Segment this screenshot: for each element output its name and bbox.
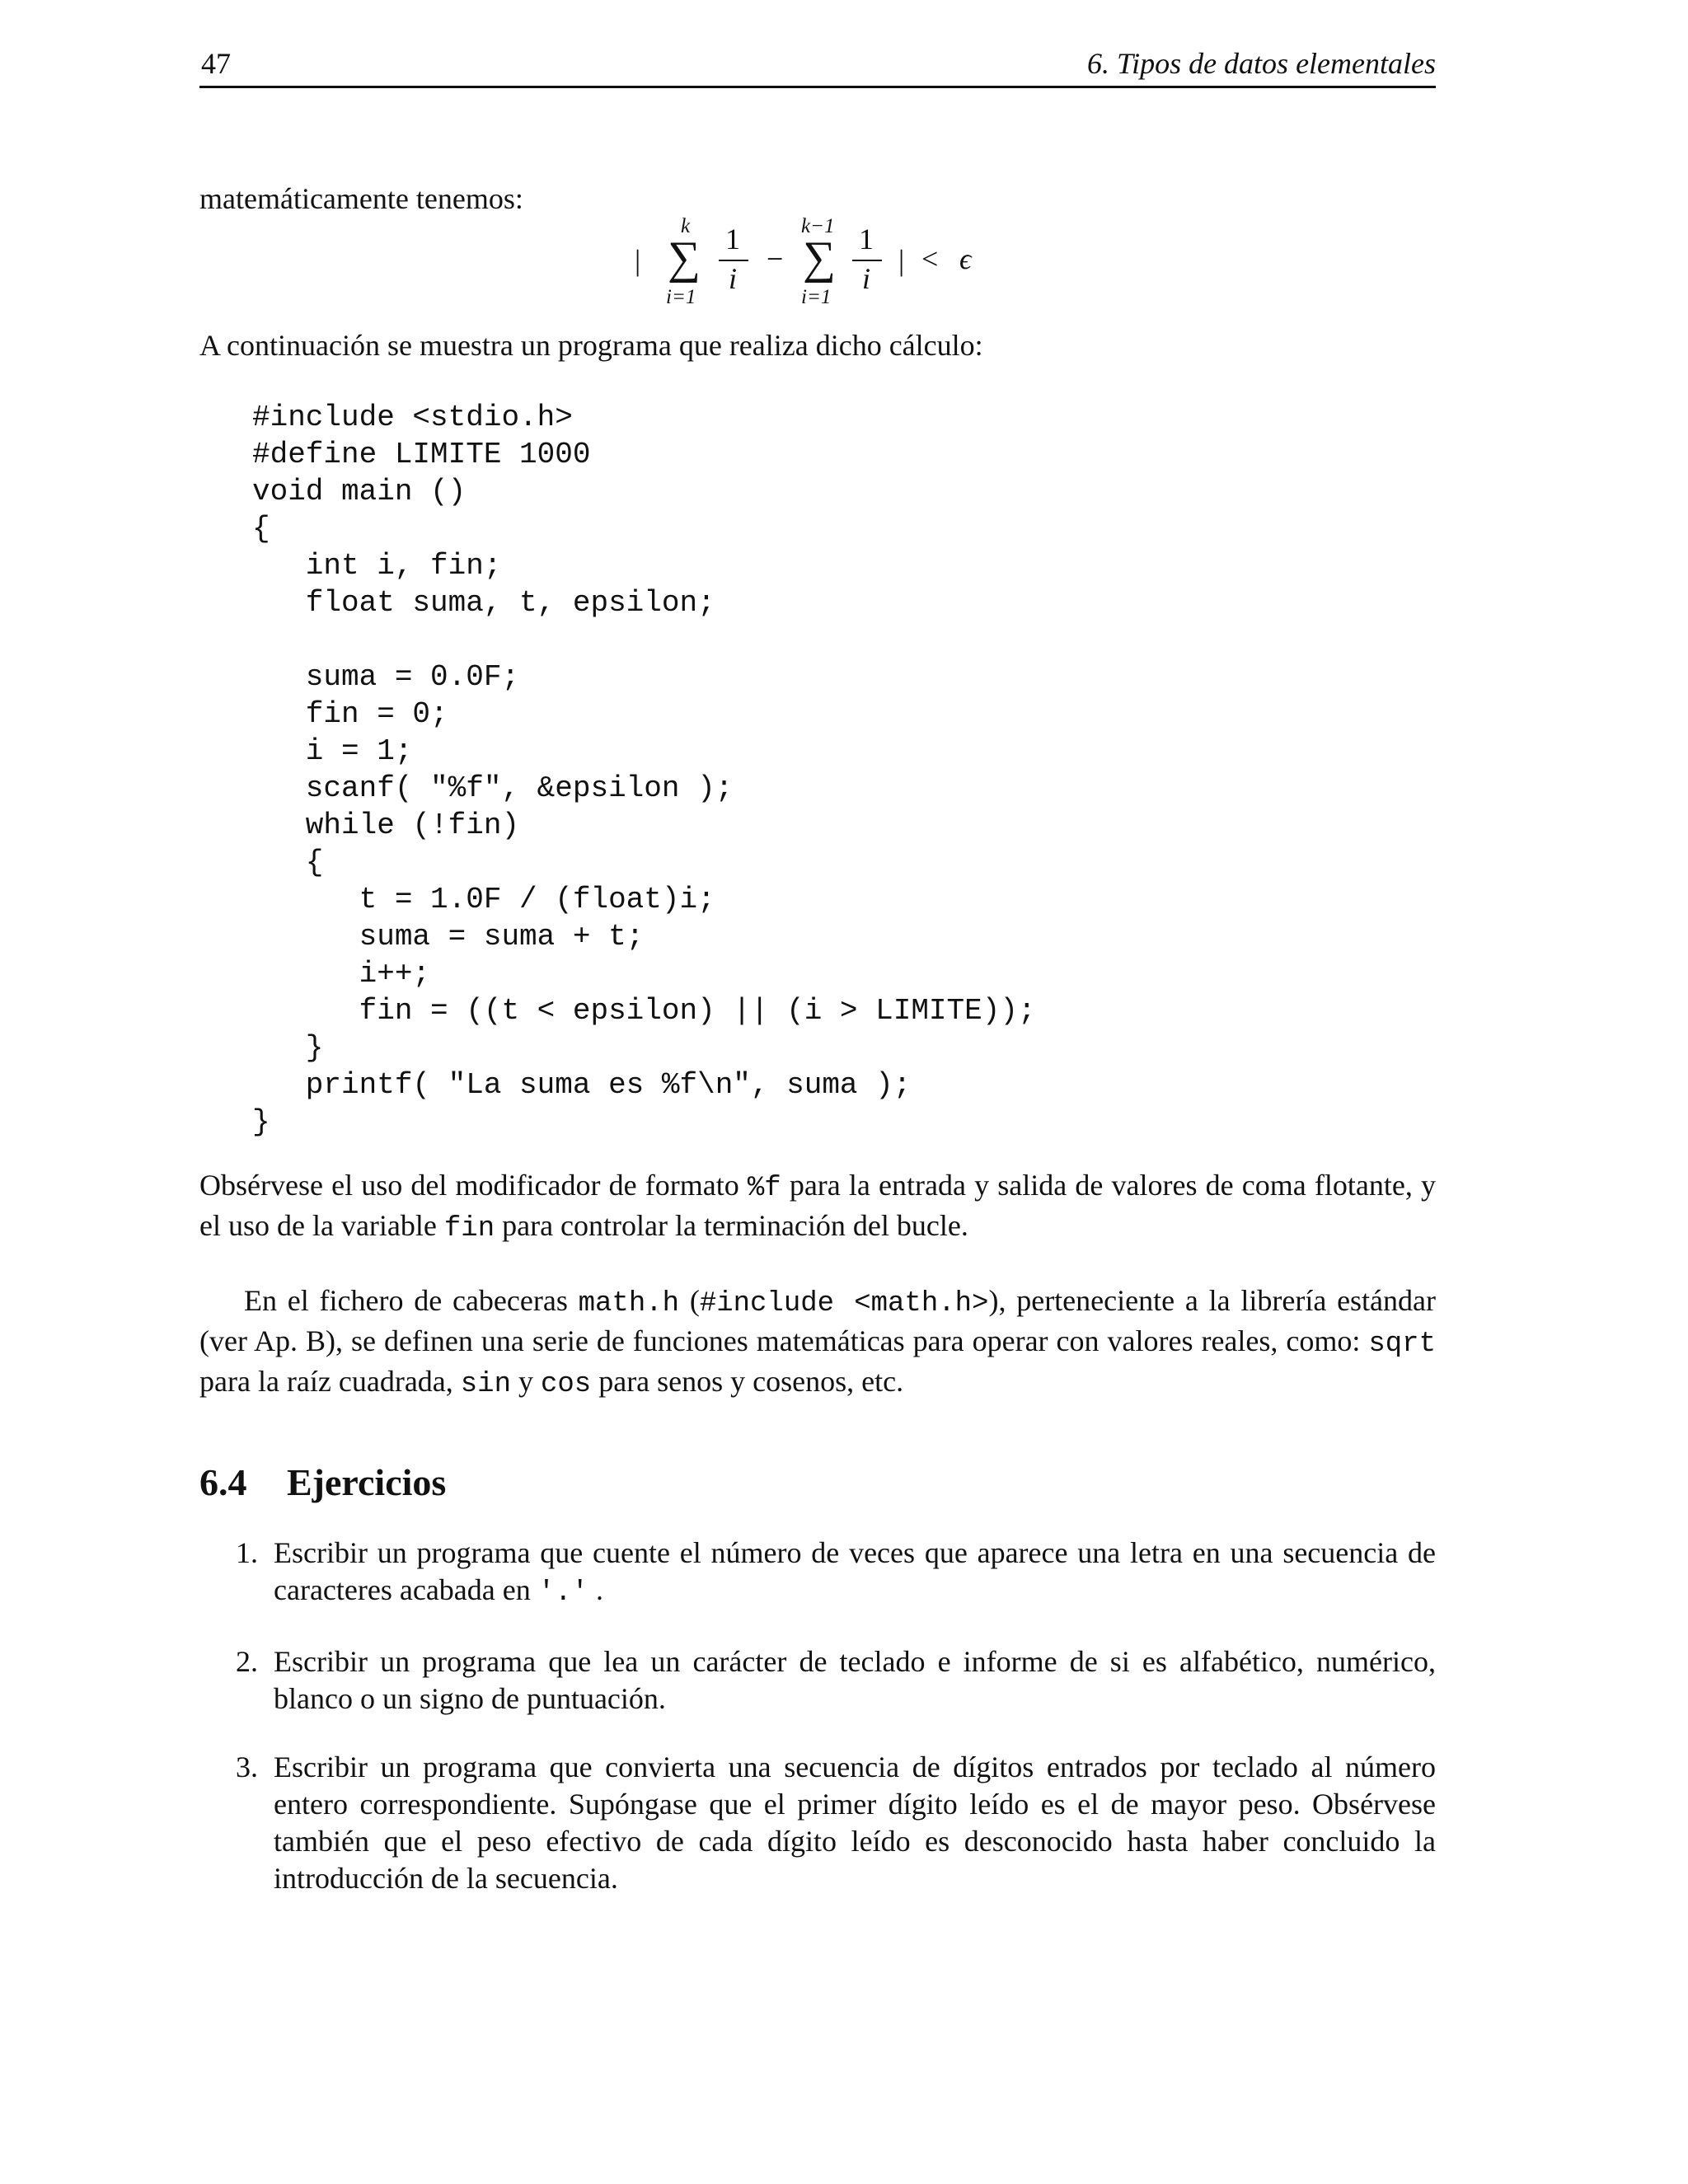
- item-number: 3.: [236, 1750, 258, 1783]
- sum2-lower: i=1: [801, 286, 832, 308]
- intro-text: matemáticamente tenemos:: [199, 182, 523, 215]
- item-tail: .: [588, 1573, 603, 1606]
- code-line: printf( "La suma es %f\n", suma );: [252, 1068, 912, 1102]
- item-text: Escribir un programa que cuente el número de veces que aparece una letra en una secuencia de caracteres acabada en: [274, 1536, 1436, 1606]
- obs-text: para la entrada y salida de valores de coma flotante, y el uso de la variable: [199, 1169, 1436, 1242]
- code-line: fin = ((t < epsilon) || (i > LIMITE));: [252, 994, 1036, 1028]
- page-number: 47: [201, 47, 231, 80]
- code-line: fin = 0;: [252, 697, 448, 731]
- inline-code: sin: [460, 1369, 511, 1400]
- exercise-list: [199, 1535, 1436, 1897]
- code-line: scanf( "%f", &epsilon );: [252, 771, 734, 805]
- sum2-upper: k−1: [801, 215, 835, 237]
- inline-code: fin: [443, 1213, 495, 1244]
- sum2-sigma: ∑: [803, 232, 836, 284]
- code-line: }: [252, 1105, 270, 1139]
- item-text: Escribir un programa que lea un carácter de teclado e informe de si es alfabético, numérico, blanco o un signo de puntuación.: [274, 1645, 1436, 1715]
- code-block: [252, 399, 1036, 1141]
- code-line: void main (): [252, 475, 467, 509]
- lead-text: A continuación se muestra un programa que realiza dicho cálculo:: [199, 329, 983, 362]
- frac1-numerator: 1: [725, 223, 740, 255]
- section-title: Ejercicios: [287, 1461, 447, 1503]
- math-library-paragraph: [199, 1282, 1436, 1404]
- item-number: 1.: [236, 1536, 258, 1569]
- abs-bar-left: |: [635, 244, 641, 277]
- inline-code: %f: [747, 1173, 781, 1204]
- chapter-title: 6. Tipos de datos elementales: [1087, 47, 1436, 80]
- code-line: i = 1;: [252, 734, 413, 768]
- inline-code: math.h: [578, 1288, 680, 1319]
- inline-code: '.': [537, 1577, 588, 1609]
- section-number: 6.4: [199, 1461, 247, 1503]
- inline-code: sqrt: [1368, 1329, 1436, 1360]
- code-line: #include <stdio.h>: [252, 401, 573, 434]
- inline-code: cos: [541, 1369, 592, 1400]
- sum1-upper: k: [681, 215, 691, 237]
- code-line: int i, fin;: [252, 549, 502, 583]
- less-than-sign: <: [921, 242, 939, 275]
- item-number: 2.: [236, 1645, 258, 1678]
- code-line: t = 1.0F / (float)i;: [252, 883, 715, 916]
- minus-sign: −: [767, 242, 784, 275]
- sum1-sigma: ∑: [668, 232, 701, 284]
- code-line: float suma, t, epsilon;: [252, 586, 715, 620]
- code-line: suma = suma + t;: [252, 920, 645, 954]
- obs-text: Obsérvese el uso del modificador de formato: [199, 1169, 748, 1202]
- code-line: i++;: [252, 957, 431, 991]
- math-formula: [626, 210, 1006, 317]
- para-text: En el fichero de cabeceras: [244, 1284, 579, 1317]
- running-header: [199, 43, 1436, 88]
- code-line: {: [252, 512, 270, 546]
- inline-code: #include <math.h>: [699, 1288, 989, 1319]
- list-item: [199, 1749, 1436, 1897]
- para-text: para la raíz cuadrada,: [199, 1365, 461, 1398]
- para-text: ), perteneciente a la librería estándar (ver Ap. B), se definen una serie de funciones matemáticas para operar con valores reales, como:: [199, 1284, 1437, 1357]
- frac1-denominator: i: [729, 262, 738, 295]
- list-item: [199, 1535, 1436, 1612]
- para-text: para senos y cosenos, etc.: [591, 1365, 904, 1398]
- list-item: [199, 1643, 1436, 1718]
- para-text: (: [679, 1284, 700, 1317]
- code-line: }: [252, 1031, 324, 1065]
- sum1-lower: i=1: [666, 286, 696, 308]
- epsilon-symbol: ϵ: [959, 242, 972, 275]
- code-line: {: [252, 846, 324, 879]
- frac2-numerator: 1: [859, 223, 874, 255]
- code-line: #define LIMITE 1000: [252, 438, 591, 471]
- item-text: Escribir un programa que convierta una secuencia de dígitos entrados por teclado al número entero correspondiente. Supóngase que el primer dígito leído es el de mayor peso. Obsérvese también que el peso efectivo de cada dígito leído es desconocido hasta haber concluido la introducción de la secuencia.: [274, 1750, 1436, 1895]
- obs-text: para controlar la terminación del bucle.: [495, 1209, 968, 1242]
- code-line: while (!fin): [252, 808, 520, 842]
- code-line: suma = 0.0F;: [252, 660, 520, 694]
- abs-bar-right: |: [898, 244, 905, 277]
- para-text: y: [511, 1365, 541, 1398]
- observation-paragraph: [199, 1167, 1436, 1248]
- section-heading: [199, 1460, 446, 1504]
- frac2-denominator: i: [862, 262, 871, 295]
- code-line: [252, 621, 1036, 658]
